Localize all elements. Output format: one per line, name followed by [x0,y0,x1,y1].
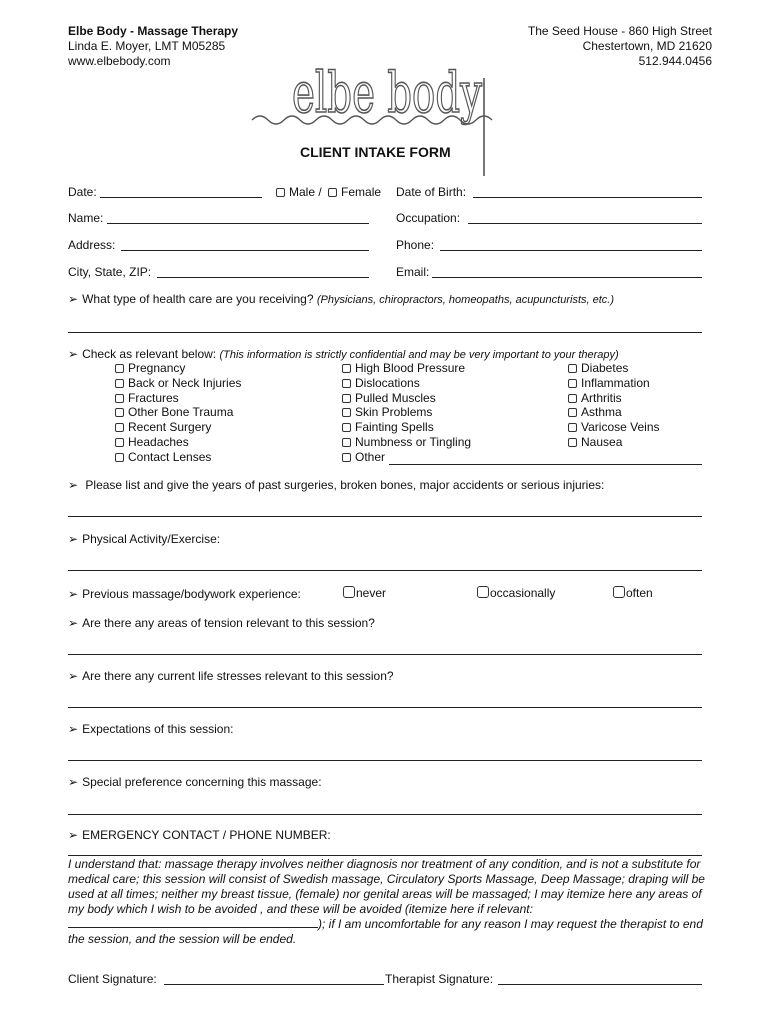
arrow-bullet-icon: ➢ [68,722,79,736]
arrow-bullet-icon: ➢ [68,669,79,683]
therapist-signature-field[interactable] [498,984,702,985]
male-label: Male / [289,185,322,199]
condition-item[interactable]: Pregnancy [115,361,241,376]
email-field[interactable] [432,277,702,278]
occasionally-option[interactable]: occasionally [477,586,555,600]
conditions-column-1 [115,361,241,465]
health-care-field[interactable] [68,332,702,333]
city-label: City, State, ZIP: [68,265,152,279]
condition-item[interactable]: Back or Neck Injuries [115,376,241,391]
expectations-label: Expectations of this session: [82,722,234,736]
health-care-question [68,292,614,306]
address-line2: Chestertown, MD 21620 [582,39,712,53]
previous-question [68,587,301,601]
conditions-column-3 [568,361,660,450]
condition-checkbox[interactable] [342,438,351,447]
condition-checkbox[interactable] [115,394,124,403]
date-label: Date: [68,185,97,199]
emergency-field[interactable] [68,855,702,856]
disclaimer-text-1: I understand that: massage therapy involves neither diagnosis nor treatment of any condition, and is not a substitute for medical care; this session will consist of Swedish massage, Circulatory Sports Massage, Deep Massage; draping will be used at all times; neither my breast tissue, (female) nor genital areas will be massaged; I may itemize here any areas of my body which I wish to be avoided , and these will be avoided (itemize here if relevant: [68,857,705,916]
condition-checkbox[interactable] [115,364,124,373]
address-line1: The Seed House - 860 High Street [527,24,712,38]
condition-item[interactable]: Recent Surgery [115,420,241,435]
phone-field[interactable] [440,250,702,251]
conditions-note: (This information is strictly confidential and may be very important to your therapy) [219,349,619,361]
condition-checkbox[interactable] [115,408,124,417]
condition-item[interactable]: Fractures [115,391,241,406]
condition-checkbox[interactable] [342,364,351,373]
occasionally-checkbox[interactable] [477,586,489,598]
address-label: Address: [68,238,116,252]
arrow-bullet-icon: ➢ [68,347,79,361]
often-checkbox[interactable] [613,586,625,598]
business-info [68,24,238,69]
condition-checkbox[interactable] [568,379,577,388]
conditions-heading [68,347,619,361]
occupation-label: Occupation: [396,211,461,225]
male-checkbox[interactable] [276,188,285,197]
city-field[interactable] [157,277,369,278]
client-signature-field[interactable] [164,984,384,985]
condition-checkbox[interactable] [115,438,124,447]
arrow-bullet-icon: ➢ [68,532,79,546]
name-field[interactable] [107,223,369,224]
business-phone: 512.944.0456 [638,54,712,68]
condition-checkbox[interactable] [568,423,577,432]
consent-disclaimer [68,857,708,947]
date-field[interactable] [100,197,262,198]
condition-item[interactable]: Fainting Spells [342,420,471,435]
condition-checkbox[interactable] [342,394,351,403]
other-condition-field[interactable] [389,464,702,465]
health-care-note: (Physicians, chiropractors, homeopaths, acupuncturists, etc.) [316,294,615,306]
conditions-column-2 [342,361,471,465]
stresses-question [68,669,394,683]
form-title: CLIENT INTAKE FORM [300,144,451,160]
condition-item[interactable]: Diabetes [568,361,660,376]
arrow-bullet-icon: ➢ [68,292,79,306]
condition-checkbox[interactable] [568,408,577,417]
website: www.elbebody.com [68,54,171,68]
tension-question [68,616,375,630]
logo-text: elbe body [292,61,483,126]
condition-checkbox[interactable] [568,364,577,373]
arrow-bullet-icon: ➢ [68,775,79,789]
tension-label: Are there any areas of tension relevant to this session? [82,616,375,630]
never-checkbox[interactable] [343,586,355,598]
phone-label: Phone: [396,238,435,252]
condition-item[interactable]: Pulled Muscles [342,391,471,406]
preference-label: Special preference concerning this massage: [82,775,322,789]
preference-question [68,775,322,789]
previous-label: Previous massage/bodywork experience: [82,587,301,601]
condition-checkbox[interactable] [342,379,351,388]
email-label: Email: [396,265,430,279]
condition-checkbox[interactable] [342,453,351,462]
female-checkbox[interactable] [328,188,337,197]
condition-item[interactable]: Dislocations [342,376,471,391]
condition-checkbox[interactable] [115,453,124,462]
occupation-field[interactable] [468,223,702,224]
emergency-question [68,828,331,842]
arrow-bullet-icon: ➢ [68,587,79,601]
condition-checkbox[interactable] [568,394,577,403]
disclaimer-text-2: ); if I am uncomfortable for any reason I may request the therapist to end the session, and the session will be ended. [68,917,703,946]
expectations-field[interactable] [68,760,702,761]
arrow-bullet-icon: ➢ [68,616,79,630]
surgeries-question [68,478,604,492]
business-address [528,24,712,69]
surgeries-label: Please list and give the years of past surgeries, broken bones, major accidents or serious injuries: [85,478,605,492]
arrow-bullet-icon: ➢ [68,478,79,492]
arrow-bullet-icon: ➢ [68,828,79,842]
dob-label: Date of Birth: [396,185,467,199]
condition-checkbox[interactable] [115,379,124,388]
gender-group [276,185,381,199]
client-signature-label: Client Signature: [68,972,157,986]
name-label: Name: [68,211,104,225]
conditions-heading-label: Check as relevant below: [82,347,217,361]
condition-item[interactable]: Arthritis [568,391,660,406]
condition-item[interactable]: Numbness or Tingling [342,435,471,450]
avoid-areas-field[interactable] [68,917,318,928]
condition-item[interactable]: Asthma [568,405,660,420]
stresses-label: Are there any current life stresses relevant to this session? [82,669,394,683]
condition-item[interactable]: Headaches [115,435,241,450]
activity-field[interactable] [68,570,702,571]
dob-field[interactable] [473,197,702,198]
expectations-question [68,722,233,736]
condition-checkbox[interactable] [342,408,351,417]
emergency-label: EMERGENCY CONTACT / PHONE NUMBER: [82,828,331,842]
health-care-label: What type of health care are you receiving? [82,292,314,306]
condition-item[interactable]: Contact Lenses [115,450,241,465]
condition-item[interactable]: Other [342,450,471,465]
activity-label: Physical Activity/Exercise: [82,532,221,546]
condition-item[interactable]: Nausea [568,435,660,450]
surgeries-field[interactable] [68,516,702,517]
stresses-field[interactable] [68,707,702,708]
business-name: Elbe Body - Massage Therapy [68,24,239,38]
never-option[interactable]: never [343,586,386,600]
female-label: Female [341,185,382,199]
address-field[interactable] [121,250,369,251]
preference-field[interactable] [68,814,702,815]
condition-checkbox[interactable] [115,423,124,432]
condition-item[interactable]: Varicose Veins [568,420,660,435]
condition-item[interactable]: Other Bone Trauma [115,405,241,420]
condition-checkbox[interactable] [342,423,351,432]
condition-item[interactable]: High Blood Pressure [342,361,471,376]
condition-item[interactable]: Inflammation [568,376,660,391]
condition-checkbox[interactable] [568,438,577,447]
often-option[interactable]: often [613,586,653,600]
activity-question [68,532,220,546]
condition-item[interactable]: Skin Problems [342,405,471,420]
therapist-name: Linda E. Moyer, LMT M05285 [68,39,226,53]
tension-field[interactable] [68,654,702,655]
therapist-signature-label: Therapist Signature: [385,972,494,986]
